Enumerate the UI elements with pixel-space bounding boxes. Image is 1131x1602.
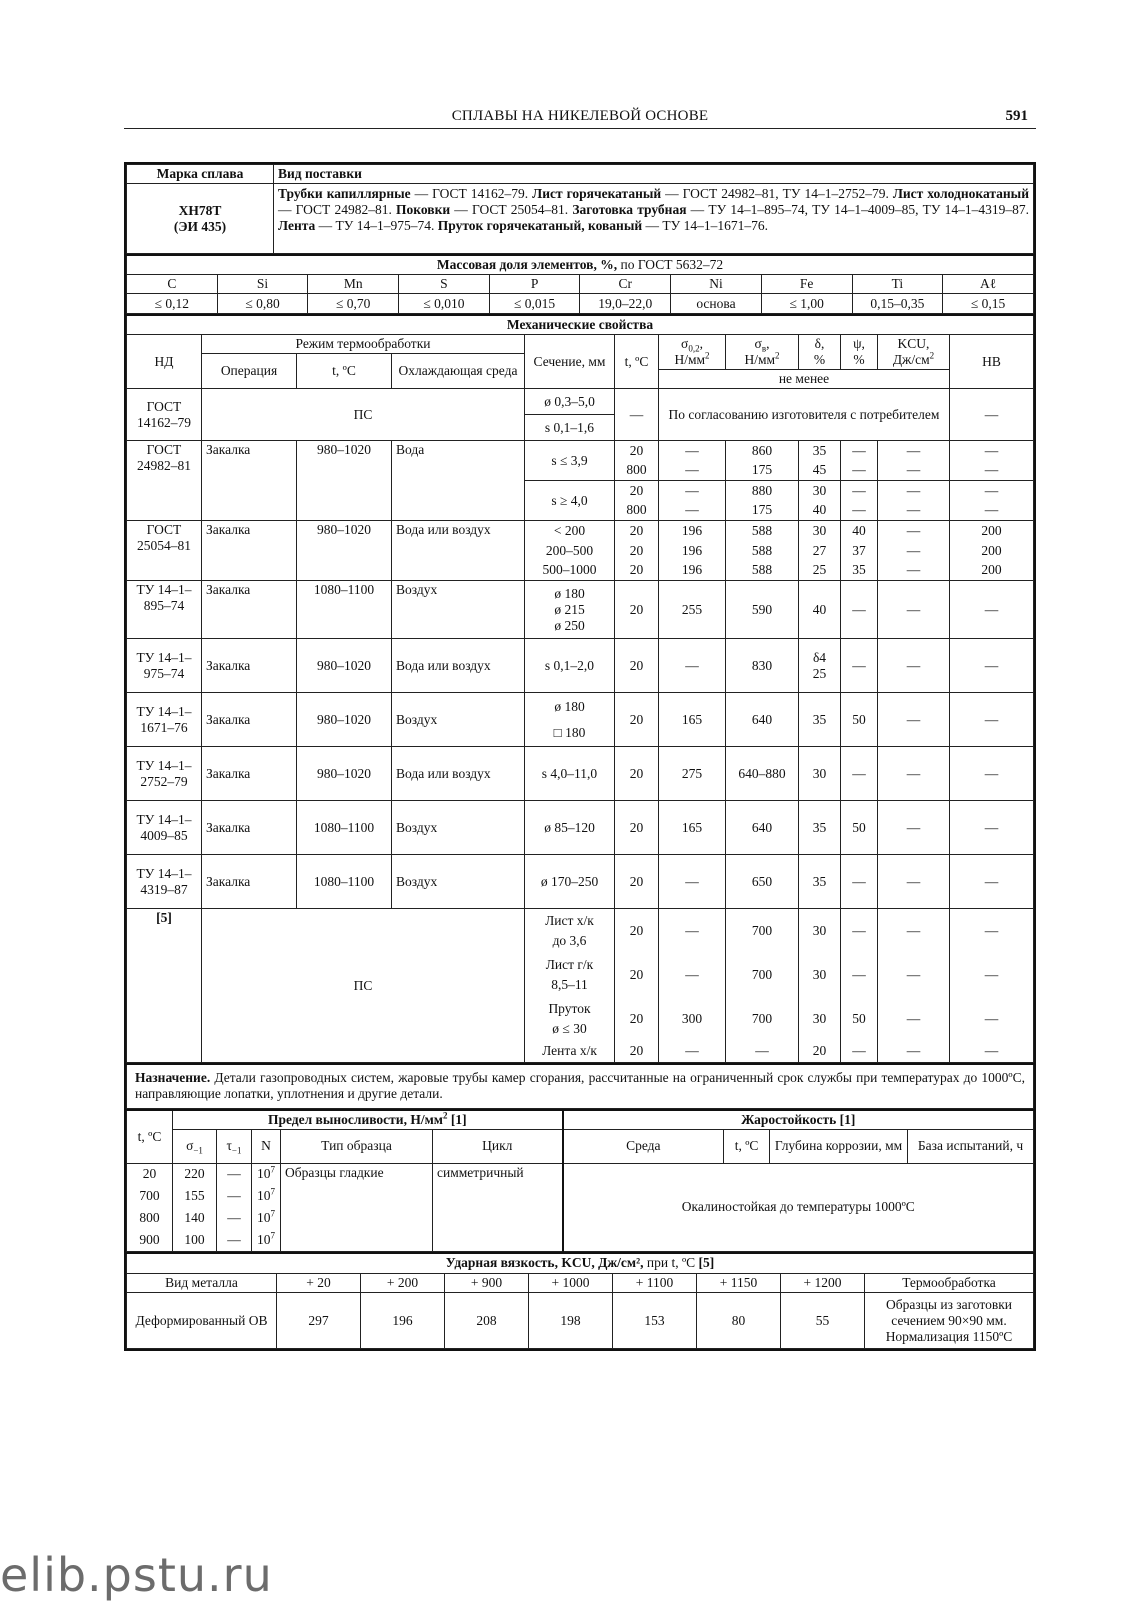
sb-cell: 880 bbox=[726, 481, 799, 501]
supply-type: Поковки bbox=[396, 202, 451, 217]
impact-value: 208 bbox=[445, 1293, 529, 1349]
temp-cell: 980–1020 bbox=[297, 521, 392, 581]
fatigue-tau: — bbox=[217, 1229, 252, 1251]
heat-h-t: t, ºC bbox=[724, 1129, 770, 1163]
impact-h-temp: + 200 bbox=[361, 1274, 445, 1293]
hb-cell: 200 bbox=[950, 561, 1034, 581]
h-op: Операция bbox=[202, 354, 297, 389]
impact-h-temp: + 1000 bbox=[529, 1274, 613, 1293]
section-cell: Лента х/к bbox=[525, 1041, 615, 1063]
heat-h-depth: Глубина коррозии, мм bbox=[770, 1129, 908, 1163]
delta-cell: 45 bbox=[799, 461, 841, 481]
grade-name: ХН78Т bbox=[178, 202, 222, 218]
cool-cell: Воздух bbox=[392, 581, 525, 639]
fatigue-n: $10^7$ bbox=[252, 1185, 281, 1207]
element-value: ≤ 0,15 bbox=[943, 294, 1034, 314]
op-cell: ПС bbox=[202, 909, 525, 1063]
nd-cell: ТУ 14–1–895–74 bbox=[127, 581, 202, 639]
delta-cell: 30 bbox=[799, 909, 841, 953]
supply-type: Заготовка трубная bbox=[572, 202, 687, 217]
t-cell: 20 bbox=[615, 561, 659, 581]
supply-standard: — ТУ 14–1–895–74, ТУ 14–1–4009–85, ТУ 14–1–4319–87. bbox=[686, 202, 1029, 217]
supply-standard: — ТУ 14–1–1671–76. bbox=[642, 218, 768, 233]
element-value: основа bbox=[671, 294, 762, 314]
kcu-cell: — bbox=[878, 481, 950, 501]
h-mode: Режим термообработки bbox=[202, 335, 525, 354]
s02-cell: 255 bbox=[659, 581, 726, 639]
t-cell: 20 bbox=[615, 639, 659, 693]
element-value: ≤ 1,00 bbox=[761, 294, 852, 314]
s02-cell: — bbox=[659, 441, 726, 461]
hb-cell: — bbox=[950, 1041, 1034, 1063]
s02-cell: — bbox=[659, 1041, 726, 1063]
sb-cell: 175 bbox=[726, 461, 799, 481]
grade-cell bbox=[127, 184, 274, 254]
supply-label: Вид поставки bbox=[274, 165, 1034, 184]
hb-cell: — bbox=[950, 461, 1034, 481]
delta-cell: 30 bbox=[799, 953, 841, 997]
mechanical-title: Механические свойства bbox=[127, 315, 1034, 335]
h-delta: δ, % bbox=[799, 335, 841, 370]
psi-cell: — bbox=[841, 461, 878, 481]
kcu-cell: — bbox=[878, 441, 950, 461]
heat-text: Окалиностойкая до температуры 1000ºC bbox=[563, 1163, 1034, 1251]
s02-cell: 196 bbox=[659, 521, 726, 541]
sb-cell: 700 bbox=[726, 953, 799, 997]
op-cell: Закалка bbox=[202, 747, 297, 801]
section-cell: s 0,1–2,0 bbox=[525, 639, 615, 693]
supply-standard: — ГОСТ 25054–81. bbox=[450, 202, 573, 217]
impact-value: 55 bbox=[781, 1293, 865, 1349]
fatigue-n: $10^7$ bbox=[252, 1207, 281, 1229]
op-cell: Закалка bbox=[202, 441, 297, 521]
supply-type: Трубки капиллярные bbox=[278, 186, 411, 201]
kcu-cell: — bbox=[878, 561, 950, 581]
section-cell: Пруток ø ≤ 30 bbox=[525, 997, 615, 1041]
fatigue-type: Образцы гладкие bbox=[281, 1163, 433, 1251]
impact-h-metal: Вид металла bbox=[127, 1274, 277, 1293]
fatigue-t: 700 bbox=[127, 1185, 173, 1207]
temp-cell: 980–1020 bbox=[297, 693, 392, 747]
op-cell: ПС bbox=[202, 389, 525, 441]
cool-cell: Вода или воздух bbox=[392, 521, 525, 581]
impact-h-temp: + 900 bbox=[445, 1274, 529, 1293]
heat-h-env: Среда bbox=[563, 1129, 724, 1163]
op-cell: Закалка bbox=[202, 693, 297, 747]
temp-cell: 1080–1100 bbox=[297, 801, 392, 855]
nd-cell: [5] bbox=[127, 909, 202, 1063]
element-name: P bbox=[489, 275, 580, 294]
impact-title: Ударная вязкость, KCU, Дж/см², при t, ºC [5] bbox=[127, 1253, 1034, 1274]
t-cell: 20 bbox=[615, 909, 659, 953]
cool-cell: Воздух bbox=[392, 693, 525, 747]
running-title: СПЛАВЫ НА НИКЕЛЕВОЙ ОСНОВЕ bbox=[451, 108, 709, 124]
hb-cell: — bbox=[950, 855, 1034, 909]
delta-cell: 35 bbox=[799, 801, 841, 855]
section-cell: ø 180 □ 180 bbox=[525, 693, 615, 747]
supply-standard: — ГОСТ 14162–79. bbox=[410, 186, 533, 201]
kcu-cell: — bbox=[878, 693, 950, 747]
impact-h-temp: + 1100 bbox=[613, 1274, 697, 1293]
delta-cell: 27 bbox=[799, 541, 841, 561]
kcu-cell: — bbox=[878, 909, 950, 953]
running-header bbox=[124, 108, 1036, 129]
kcu-cell: — bbox=[878, 997, 950, 1041]
section-cell: s ≤ 3,9 bbox=[525, 441, 615, 481]
psi-cell: — bbox=[841, 1041, 878, 1063]
fatigue-tau: — bbox=[217, 1185, 252, 1207]
s02-cell: — bbox=[659, 953, 726, 997]
f-h-t: t, ºC bbox=[127, 1110, 173, 1164]
f-h-tau: $\tau_{-1}$ bbox=[217, 1129, 252, 1163]
s02-cell: — bbox=[659, 461, 726, 481]
cool-cell: Вода или воздух bbox=[392, 747, 525, 801]
composition-table bbox=[126, 254, 1034, 314]
purpose-text: Назначение. Детали газопроводных систем, жаровые трубы камер сгорания, рассчитанные на ограниченный срок службы при температурах до 1000ºC, направляющие лопатки, уплотнения и другие детали. bbox=[127, 1064, 1034, 1108]
section-cell: Лист х/к до 3,6 bbox=[525, 909, 615, 953]
sb-cell: 588 bbox=[726, 561, 799, 581]
s02-cell: 165 bbox=[659, 801, 726, 855]
h-sb: $\sigma_в$, $Н/мм^2$ bbox=[726, 335, 799, 370]
grade-table bbox=[126, 164, 1034, 254]
section-cell: ø 0,3–5,0 bbox=[525, 389, 615, 415]
temp-cell: 980–1020 bbox=[297, 441, 392, 521]
delta-cell: 25 bbox=[799, 561, 841, 581]
sb-cell: 640 bbox=[726, 693, 799, 747]
h-section: Сечение, мм bbox=[525, 335, 615, 389]
t-cell: 20 bbox=[615, 1041, 659, 1063]
temp-cell: 1080–1100 bbox=[297, 855, 392, 909]
kcu-cell: — bbox=[878, 581, 950, 639]
impact-value: 80 bbox=[697, 1293, 781, 1349]
s02-cell: — bbox=[659, 639, 726, 693]
element-name: Ni bbox=[671, 275, 762, 294]
h-min: не менее bbox=[659, 370, 950, 389]
h-cool: Охлаждающая среда bbox=[392, 354, 525, 389]
element-name: Ti bbox=[852, 275, 943, 294]
nd-cell: ТУ 14–1–4319–87 bbox=[127, 855, 202, 909]
section-cell: 500–1000 bbox=[525, 561, 615, 581]
delta-cell: 30 bbox=[799, 747, 841, 801]
kcu-cell: — bbox=[878, 639, 950, 693]
t-cell: 20 bbox=[615, 441, 659, 461]
impact-h-temp: + 20 bbox=[277, 1274, 361, 1293]
element-value: 19,0–22,0 bbox=[580, 294, 671, 314]
element-name: Cr bbox=[580, 275, 671, 294]
s02-cell: — bbox=[659, 481, 726, 501]
supply-type: Лист холоднокатаный bbox=[892, 186, 1029, 201]
cool-cell: Вода bbox=[392, 441, 525, 521]
heat-h-base: База испытаний, ч bbox=[908, 1129, 1034, 1163]
hb-cell: — bbox=[950, 441, 1034, 461]
impact-h-treat: Термообработка bbox=[865, 1274, 1034, 1293]
f-h-type: Тип образца bbox=[281, 1129, 433, 1163]
t-cell: 20 bbox=[615, 693, 659, 747]
fatigue-sig: 220 bbox=[173, 1163, 217, 1185]
watermark: elib.pstu.ru bbox=[0, 1548, 273, 1602]
delta-cell: 30 bbox=[799, 997, 841, 1041]
supply-standard: — ГОСТ 24982–81. bbox=[278, 202, 397, 217]
op-cell: Закалка bbox=[202, 639, 297, 693]
sb-cell: 650 bbox=[726, 855, 799, 909]
hb-cell: — bbox=[950, 801, 1034, 855]
hb-cell: — bbox=[950, 747, 1034, 801]
t-cell: — bbox=[615, 389, 659, 441]
t-cell: 20 bbox=[615, 747, 659, 801]
impact-table bbox=[126, 1252, 1034, 1350]
supply-standard: — ТУ 14–1–975–74. bbox=[315, 218, 438, 233]
section-cell: Лист г/к 8,5–11 bbox=[525, 953, 615, 997]
supply-standard: — ГОСТ 24982–81, ТУ 14–1–2752–79. bbox=[661, 186, 893, 201]
delta-cell: 20 bbox=[799, 1041, 841, 1063]
alloy-card bbox=[124, 162, 1036, 1351]
delta-cell: 40 bbox=[799, 501, 841, 521]
element-name: Fe bbox=[761, 275, 852, 294]
t-cell: 800 bbox=[615, 501, 659, 521]
sb-cell: — bbox=[726, 1041, 799, 1063]
s02-cell: — bbox=[659, 501, 726, 521]
element-name: C bbox=[127, 275, 218, 294]
op-cell: Закалка bbox=[202, 855, 297, 909]
purpose-table bbox=[126, 1063, 1034, 1109]
fatigue-t: 900 bbox=[127, 1229, 173, 1251]
psi-cell: — bbox=[841, 481, 878, 501]
nd-cell: ТУ 14–1–975–74 bbox=[127, 639, 202, 693]
psi-cell: 50 bbox=[841, 693, 878, 747]
psi-cell: 37 bbox=[841, 541, 878, 561]
hb-cell: — bbox=[950, 997, 1034, 1041]
s02-cell: — bbox=[659, 909, 726, 953]
section-cell: s 0,1–1,6 bbox=[525, 415, 615, 441]
kcu-cell: — bbox=[878, 801, 950, 855]
t-cell: 20 bbox=[615, 801, 659, 855]
t-cell: 20 bbox=[615, 521, 659, 541]
t-cell: 20 bbox=[615, 541, 659, 561]
impact-metal: Деформированный ОВ bbox=[127, 1293, 277, 1349]
nd-cell: ТУ 14–1–2752–79 bbox=[127, 747, 202, 801]
hb-cell: — bbox=[950, 481, 1034, 501]
h-psi: ψ, % bbox=[841, 335, 878, 370]
supply-text bbox=[274, 184, 1034, 254]
mechanical-table bbox=[126, 314, 1034, 1063]
fatigue-sig: 140 bbox=[173, 1207, 217, 1229]
hb-cell: — bbox=[950, 639, 1034, 693]
fatigue-sig: 100 bbox=[173, 1229, 217, 1251]
delta-cell: 35 bbox=[799, 693, 841, 747]
section-cell: 200–500 bbox=[525, 541, 615, 561]
op-cell: Закалка bbox=[202, 801, 297, 855]
s02-cell: 300 bbox=[659, 997, 726, 1041]
h-nd: НД bbox=[127, 335, 202, 389]
h-s02: $\sigma_{0,2}$, $Н/мм^2$ bbox=[659, 335, 726, 370]
impact-value: 297 bbox=[277, 1293, 361, 1349]
delta-cell: 35 bbox=[799, 855, 841, 909]
kcu-cell: — bbox=[878, 521, 950, 541]
page-number: 591 bbox=[1005, 108, 1028, 124]
sb-cell: 590 bbox=[726, 581, 799, 639]
t-cell: 20 bbox=[615, 953, 659, 997]
section-cell: ø 170–250 bbox=[525, 855, 615, 909]
op-cell: Закалка bbox=[202, 581, 297, 639]
element-name: Si bbox=[217, 275, 308, 294]
impact-h-temp: + 1200 bbox=[781, 1274, 865, 1293]
sb-cell: 640 bbox=[726, 801, 799, 855]
kcu-cell: — bbox=[878, 855, 950, 909]
impact-treat: Образцы из заготовки сечением 90×90 мм. Нормализация 1150ºC bbox=[865, 1293, 1034, 1349]
sb-cell: 640–880 bbox=[726, 747, 799, 801]
sb-cell: 175 bbox=[726, 501, 799, 521]
nd-cell: ГОСТ 24982–81 bbox=[127, 441, 202, 521]
composition-title: Массовая доля элементов, %, по ГОСТ 5632–72 bbox=[127, 255, 1034, 275]
s02-cell: 196 bbox=[659, 541, 726, 561]
h-temp: t, ºC bbox=[297, 354, 392, 389]
element-value: ≤ 0,015 bbox=[489, 294, 580, 314]
kcu-cell: — bbox=[878, 1041, 950, 1063]
supply-type: Лента bbox=[278, 218, 316, 233]
fatigue-title: Предел выносливости, $Н/мм^2$ [1] bbox=[173, 1110, 563, 1130]
f-h-cycle: Цикл bbox=[433, 1129, 563, 1163]
s02-cell: 165 bbox=[659, 693, 726, 747]
element-name: S bbox=[399, 275, 490, 294]
section-cell: ø 85–120 bbox=[525, 801, 615, 855]
delta-cell: δ4 25 bbox=[799, 639, 841, 693]
element-value: ≤ 0,70 bbox=[308, 294, 399, 314]
sb-cell: 700 bbox=[726, 909, 799, 953]
delta-cell: 35 bbox=[799, 441, 841, 461]
heat-title: Жаростойкость [1] bbox=[563, 1110, 1034, 1130]
fatigue-tau: — bbox=[217, 1207, 252, 1229]
temp-cell: 1080–1100 bbox=[297, 581, 392, 639]
hb-cell: — bbox=[950, 581, 1034, 639]
fatigue-n: $10^7$ bbox=[252, 1229, 281, 1251]
hb-cell: 200 bbox=[950, 541, 1034, 561]
delta-cell: 40 bbox=[799, 581, 841, 639]
psi-cell: 35 bbox=[841, 561, 878, 581]
psi-cell: — bbox=[841, 581, 878, 639]
psi-cell: — bbox=[841, 953, 878, 997]
note-cell: По согласованию изготовителя с потребителем bbox=[659, 389, 950, 441]
t-cell: 20 bbox=[615, 481, 659, 501]
hb-cell: 200 bbox=[950, 521, 1034, 541]
f-h-sig: $\sigma_{-1}$ bbox=[173, 1129, 217, 1163]
section-cell: ø 180 ø 215 ø 250 bbox=[525, 581, 615, 639]
psi-cell: 40 bbox=[841, 521, 878, 541]
impact-value: 153 bbox=[613, 1293, 697, 1349]
fatigue-n: $10^7$ bbox=[252, 1163, 281, 1185]
grade-alt-name: (ЭИ 435) bbox=[173, 218, 227, 234]
t-cell: 20 bbox=[615, 997, 659, 1041]
element-name: Mn bbox=[308, 275, 399, 294]
fatigue-tau: — bbox=[217, 1163, 252, 1185]
fatigue-heat-table bbox=[126, 1109, 1034, 1252]
psi-cell: — bbox=[841, 639, 878, 693]
sb-cell: 700 bbox=[726, 997, 799, 1041]
t-cell: 800 bbox=[615, 461, 659, 481]
psi-cell: 50 bbox=[841, 997, 878, 1041]
impact-h-temp: + 1150 bbox=[697, 1274, 781, 1293]
hb-cell: — bbox=[950, 693, 1034, 747]
section-cell: < 200 bbox=[525, 521, 615, 541]
nd-cell: ТУ 14–1–4009–85 bbox=[127, 801, 202, 855]
f-h-n: N bbox=[252, 1129, 281, 1163]
t-cell: 20 bbox=[615, 581, 659, 639]
hb-cell: — bbox=[950, 953, 1034, 997]
s02-cell: 196 bbox=[659, 561, 726, 581]
impact-value: 196 bbox=[361, 1293, 445, 1349]
section-cell: s 4,0–11,0 bbox=[525, 747, 615, 801]
cool-cell: Вода или воздух bbox=[392, 639, 525, 693]
temp-cell: 980–1020 bbox=[297, 747, 392, 801]
delta-cell: 30 bbox=[799, 481, 841, 501]
fatigue-t: 800 bbox=[127, 1207, 173, 1229]
temp-cell: 980–1020 bbox=[297, 639, 392, 693]
cool-cell: Воздух bbox=[392, 855, 525, 909]
nd-cell: ТУ 14–1–1671–76 bbox=[127, 693, 202, 747]
s02-cell: — bbox=[659, 855, 726, 909]
fatigue-sig: 155 bbox=[173, 1185, 217, 1207]
element-value: ≤ 0,010 bbox=[399, 294, 490, 314]
sb-cell: 830 bbox=[726, 639, 799, 693]
op-cell: Закалка bbox=[202, 521, 297, 581]
kcu-cell: — bbox=[878, 747, 950, 801]
psi-cell: 50 bbox=[841, 801, 878, 855]
grade-label: Марка сплава bbox=[127, 165, 274, 184]
sb-cell: 588 bbox=[726, 521, 799, 541]
psi-cell: — bbox=[841, 747, 878, 801]
nd-cell: ГОСТ 14162–79 bbox=[127, 389, 202, 441]
element-value: ≤ 0,80 bbox=[217, 294, 308, 314]
h-hb: НВ bbox=[950, 335, 1034, 389]
kcu-cell: — bbox=[878, 953, 950, 997]
psi-cell: — bbox=[841, 501, 878, 521]
psi-cell: — bbox=[841, 909, 878, 953]
impact-value: 198 bbox=[529, 1293, 613, 1349]
sb-cell: 860 bbox=[726, 441, 799, 461]
kcu-cell: — bbox=[878, 461, 950, 481]
h-t: t, ºC bbox=[615, 335, 659, 389]
fatigue-cycle: симметричный bbox=[433, 1163, 563, 1251]
s02-cell: 275 bbox=[659, 747, 726, 801]
kcu-cell: — bbox=[878, 541, 950, 561]
t-cell: 20 bbox=[615, 855, 659, 909]
element-name: Aℓ bbox=[943, 275, 1034, 294]
cool-cell: Воздух bbox=[392, 801, 525, 855]
delta-cell: 30 bbox=[799, 521, 841, 541]
hb-cell: — bbox=[950, 389, 1034, 441]
psi-cell: — bbox=[841, 441, 878, 461]
hb-cell: — bbox=[950, 501, 1034, 521]
psi-cell: — bbox=[841, 855, 878, 909]
fatigue-t: 20 bbox=[127, 1163, 173, 1185]
sb-cell: 588 bbox=[726, 541, 799, 561]
element-value: ≤ 0,12 bbox=[127, 294, 218, 314]
element-value: 0,15–0,35 bbox=[852, 294, 943, 314]
section-cell: s ≥ 4,0 bbox=[525, 481, 615, 521]
kcu-cell: — bbox=[878, 501, 950, 521]
supply-type: Лист горячекатаный bbox=[532, 186, 662, 201]
h-kcu: KCU, $Дж/см^2$ bbox=[878, 335, 950, 370]
supply-type: Пруток горячекатаный, кованый bbox=[437, 218, 643, 233]
hb-cell: — bbox=[950, 909, 1034, 953]
nd-cell: ГОСТ 25054–81 bbox=[127, 521, 202, 581]
